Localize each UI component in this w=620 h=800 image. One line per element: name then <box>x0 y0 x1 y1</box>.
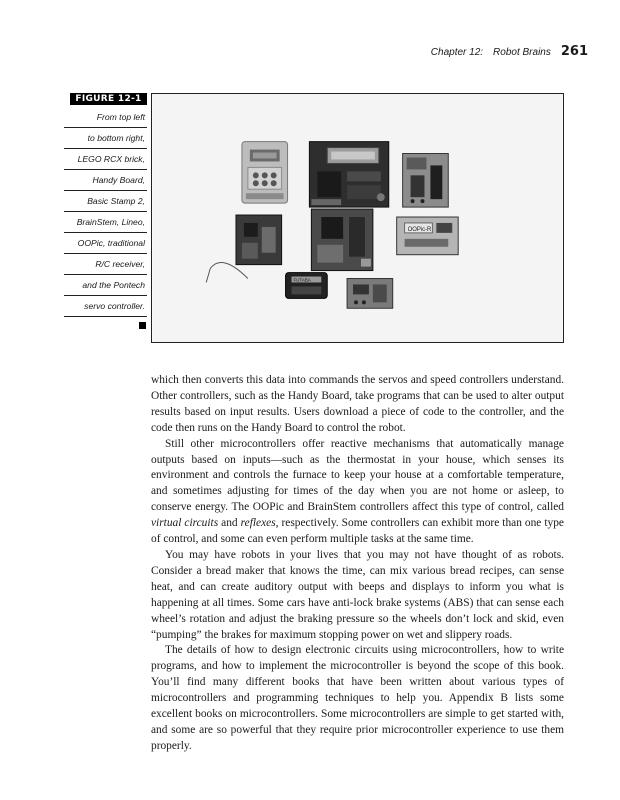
chapter-title: Robot Brains <box>493 47 551 58</box>
running-header <box>431 44 588 59</box>
microcontroller-photo <box>152 94 563 342</box>
oopic-board <box>397 217 459 255</box>
page-number: 261 <box>560 44 588 59</box>
lego-rcx-brick <box>242 142 288 204</box>
caption-line: LEGO RCX brick, <box>64 149 147 170</box>
paragraph: Still other microcontrollers offer reactive mechanisms that automatically manage outputs based on inputs—such as the thermostat in your house, which senses its environment and controls the furnace to keep your house at a comfortable temperature, and sometimes adjusting for times of the day when you are not home or asleep, to conserve energy. The OOPic and BrainStem controllers affect this type of control, called virtual circuits and reflexes, respectively. Some controllers can exhibit more than one type of control, and some can even perform multiple tasks at the same time. <box>151 437 564 546</box>
chapter-label: Chapter 12: <box>430 47 484 58</box>
figure-label: FIGURE 12-1 <box>70 93 147 105</box>
emphasis-virtual-circuits: virtual circuits <box>151 517 219 530</box>
caption-line: OOPic, traditional <box>64 233 147 254</box>
receiver-label: FUTABA <box>293 277 311 283</box>
brainstem-board <box>236 215 282 265</box>
caption-line: Handy Board, <box>64 170 147 191</box>
caption-line: servo controller. <box>64 296 147 317</box>
caption-end-mark <box>139 322 146 329</box>
paragraph: which then converts this data into commands the servos and speed controllers understand. Other controllers, such as the Handy Board, take programs that can be used to alter output results based on input results. Users download a piece of code to the controller, and the code then runs on the Handy Board to control the robot. <box>151 374 564 434</box>
caption-line: R/C receiver, <box>64 254 147 275</box>
oopic-label: OOPic-R <box>407 226 432 233</box>
figure-photo <box>151 93 564 343</box>
pontech-servo-controller <box>347 279 393 309</box>
caption-line: Basic Stamp 2, <box>64 191 147 212</box>
caption-line: BrainStem, Lineo, <box>64 212 147 233</box>
lineo-board <box>311 209 373 271</box>
handy-board <box>309 142 388 207</box>
caption-line: and the Pontech <box>64 275 147 296</box>
paragraph: The details of how to design electronic circuits using microcontrollers, how to write programs, and how to implement the microcontroller is beyond the scope of this book. You’ll find many different books that have been written about various types of microcontrollers and programming techniques to help you. Appendix B lists some excellent books on microcontrollers. Some microcontrollers are simple to get started with, and some are so powerful that they require prior microcontroller experience to use them properly. <box>151 644 564 752</box>
paragraph: You may have robots in your lives that you may not have thought of as robots. Consider a bread maker that knows the time, can mix various bread recipes, can sense heat, and can create auditory output with beeps and displays to inform you what is happening at all times. Some cars have anti-lock brake systems (ABS) that can sense each wheel’s rotation and adjust the braking pressure so the wheels don’t lock and skid, even “pumping” the brakes for maximum stopping power on wet and slippery roads. <box>151 548 564 641</box>
caption-line: From top left <box>64 107 147 128</box>
basic-stamp-board <box>403 154 449 208</box>
caption-line: to bottom right, <box>64 128 147 149</box>
figure-caption <box>64 107 147 329</box>
emphasis-reflexes: reflexes, <box>240 517 279 530</box>
body-text <box>151 373 564 755</box>
